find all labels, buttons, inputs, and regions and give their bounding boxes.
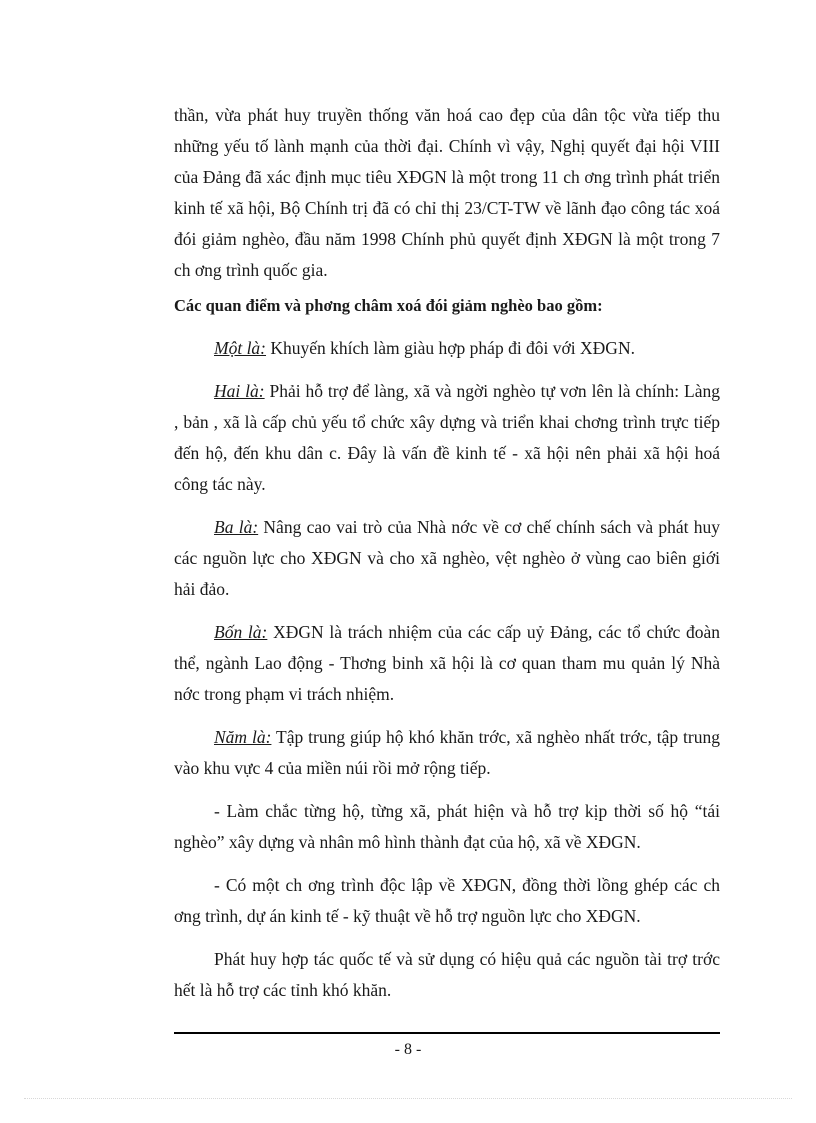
- paragraph-text: Tập trung giúp hộ khó khăn trớc, xã nghèo nhất trớc, tập trung vào khu vực 4 của miền núi rồi mở rộng tiếp.: [174, 727, 720, 778]
- section-heading: Các quan điểm và phơng châm xoá đói giảm nghèo bao gồm:: [174, 296, 603, 315]
- paragraph-nam-la: [174, 722, 720, 784]
- paragraph-text: Nâng cao vai trò của Nhà nớc về cơ chế chính sách và phát huy các nguồn lực cho XĐGN và cho xã nghèo, vệt nghèo ở vùng cao biên giới hải đảo.: [174, 517, 720, 599]
- document-body: [174, 100, 720, 1006]
- lead-label: Hai là:: [214, 381, 265, 401]
- lead-label: Một là:: [214, 338, 267, 358]
- paragraph: Phát huy hợp tác quốc tế và sử dụng có hiệu quả các nguồn tài trợ trớc hết là hỗ trợ các tỉnh khó khăn.: [174, 949, 720, 1000]
- page-number: - 8 -: [394, 1041, 422, 1058]
- lead-label: Năm là:: [214, 727, 272, 747]
- paragraph-text: XĐGN là trách nhiệm của các cấp uỷ Đảng, các tổ chức đoàn thể, ngành Lao động - Thơng binh xã hội là cơ quan tham mu quản lý Nhà nớc trong phạm vi trách nhiệm.: [174, 622, 720, 704]
- page-edge-divider: [24, 1098, 792, 1099]
- paragraph-bon-la: [174, 617, 720, 710]
- paragraph-text: Phải hỗ trợ để làng, xã và ngời nghèo tự vơn lên là chính: Làng , bản , xã là cấp chủ yếu tổ chức xây dựng và triển khai chơng trình trực tiếp đến hộ, đến khu dân c. Đây là vấn đề kinh tế - xã hội nên phải xã hội hoá công tác này.: [174, 381, 720, 494]
- paragraph-bullet: - Có một ch ơng trình độc lập về XĐGN, đồng thời lồng ghép các ch ơng trình, dự án kinh tế - kỹ thuật về hỗ trợ nguồn lực cho XĐGN.: [174, 875, 720, 926]
- paragraph-bullet: - Làm chắc từng hộ, từng xã, phát hiện và hỗ trợ kịp thời số hộ “tái nghèo” xây dựng và nhân mô hình thành đạt của hộ, xã về XĐGN.: [174, 801, 720, 852]
- paragraph-mot-la: [174, 333, 720, 364]
- footer-rule: [174, 1032, 720, 1034]
- paragraph-ba-la: [174, 512, 720, 605]
- paragraph-text: Khuyến khích làm giàu hợp pháp đi đôi với XĐGN.: [266, 338, 635, 358]
- paragraph: thần, vừa phát huy truyền thống văn hoá cao đẹp của dân tộc vừa tiếp thu những yếu tố lành mạnh của thời đại. Chính vì vậy, Nghị quyết đại hội VIII của Đảng đã xác định mục tiêu XĐGN là một trong 11 ch ơng trình phát triển kinh tế xã hội, Bộ Chính trị đã có chỉ thị 23/CT-TW về lãnh đạo công tác xoá đói giảm nghèo, đầu năm 1998 Chính phủ quyết định XĐGN là một trong 7 ch ơng trình quốc gia.: [174, 105, 720, 280]
- paragraph-hai-la: [174, 376, 720, 500]
- lead-label: Ba là:: [214, 517, 259, 537]
- lead-label: Bốn là:: [214, 622, 268, 642]
